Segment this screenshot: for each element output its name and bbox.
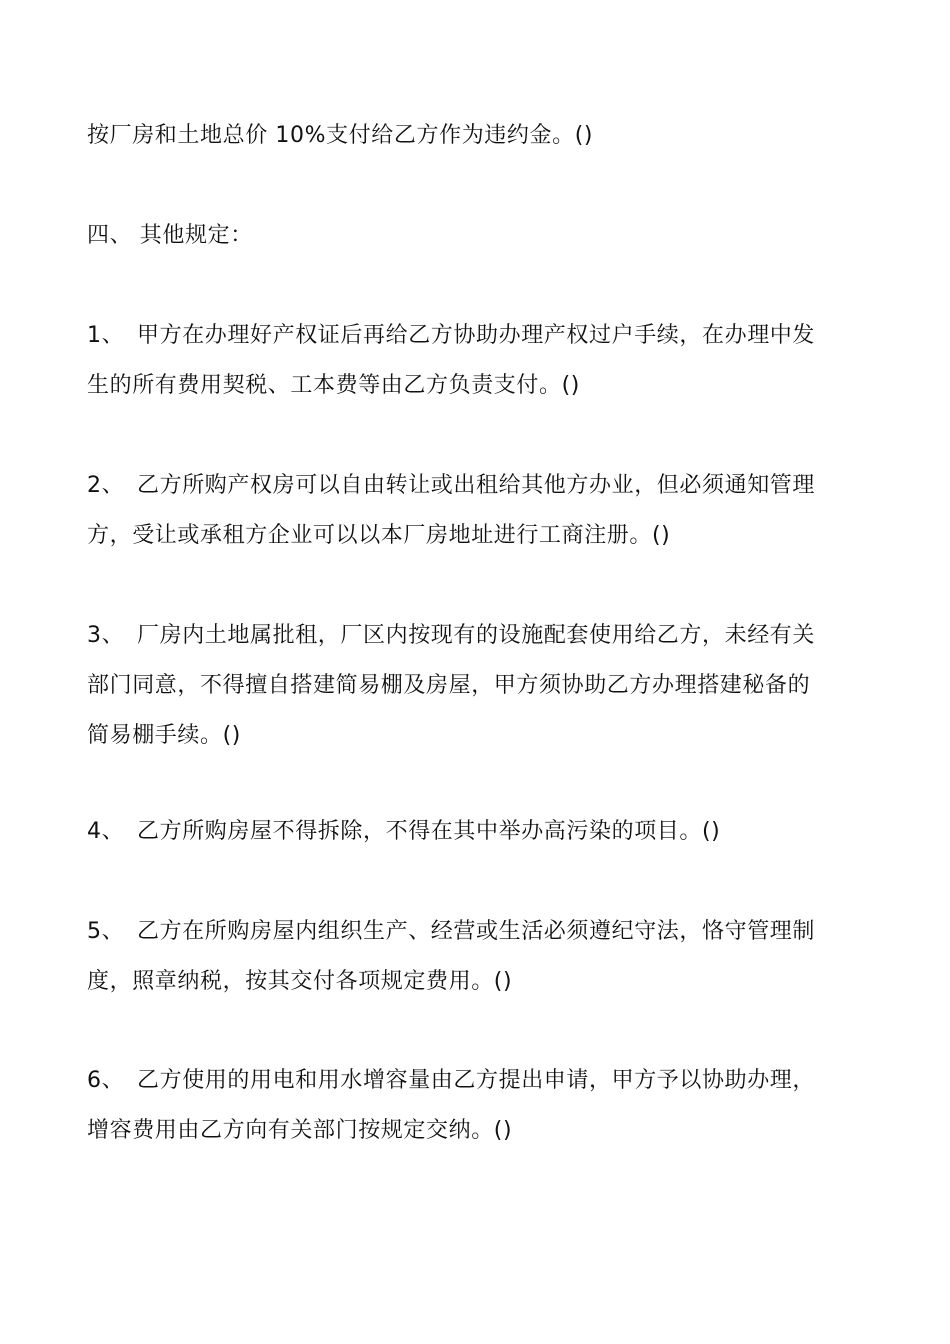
clause-2-line-1	[87, 461, 867, 511]
clause-1-line-2: 生的所有费用契税、工本费等由乙方负责支付。()	[87, 373, 580, 398]
clause-1	[87, 311, 867, 411]
clause-5-line-1	[87, 907, 867, 957]
section-heading	[87, 211, 867, 261]
intro-line: 按厂房和土地总价 10%支付给乙方作为违约金。()	[87, 123, 594, 148]
clause-4-number: 4、	[87, 819, 125, 844]
clause-1-number: 1、	[87, 323, 125, 348]
clause-5-number: 5、	[87, 919, 125, 944]
clause-6-text-1: 乙方使用的用电和用水增容量由乙方提出申请，甲方予以协助办理，	[137, 1068, 816, 1093]
clause-3	[87, 611, 867, 761]
clause-2-line-2: 方，受让或承租方企业可以以本厂房地址进行工商注册。()	[87, 523, 671, 548]
clause-4-text-1: 乙方所购房屋不得拆除，不得在其中举办高污染的项目。()	[137, 819, 721, 844]
clause-3-line-3: 简易棚手续。()	[87, 723, 241, 748]
clause-6-number: 6、	[87, 1068, 125, 1093]
clause-6-line-2: 增容费用由乙方向有关部门按规定交纳。()	[87, 1118, 513, 1143]
clause-2	[87, 461, 867, 561]
clause-5	[87, 907, 867, 1007]
intro-paragraph	[87, 111, 867, 161]
clause-6-line-1	[87, 1056, 867, 1106]
clause-1-line-1	[87, 311, 867, 361]
clause-3-line-1	[87, 611, 867, 661]
clause-6	[87, 1056, 867, 1156]
clause-3-line-2: 部门同意，不得擅自搭建简易棚及房屋，甲方须协助乙方办理搭建秘备的	[87, 673, 811, 698]
clause-3-text-1: 厂房内土地属批租，厂区内按现有的设施配套使用给乙方，未经有关	[137, 623, 816, 648]
clause-2-number: 2、	[87, 473, 125, 498]
clause-4-line-1	[87, 807, 867, 857]
clause-5-text-1: 乙方在所购房屋内组织生产、经营或生活必须遵纪守法，恪守管理制	[137, 919, 816, 944]
clause-5-line-2: 度，照章纳税，按其交付各项规定费用。()	[87, 969, 513, 994]
clause-1-text-1: 甲方在办理好产权证后再给乙方协助办理产权过户手续，在办理中发	[137, 323, 816, 348]
clause-4	[87, 807, 867, 857]
section-heading-text: 四、 其他规定：	[87, 223, 253, 248]
clause-3-number: 3、	[87, 623, 125, 648]
clause-2-text-1: 乙方所购产权房可以自由转让或出租给其他方办业，但必须通知管理	[137, 473, 816, 498]
